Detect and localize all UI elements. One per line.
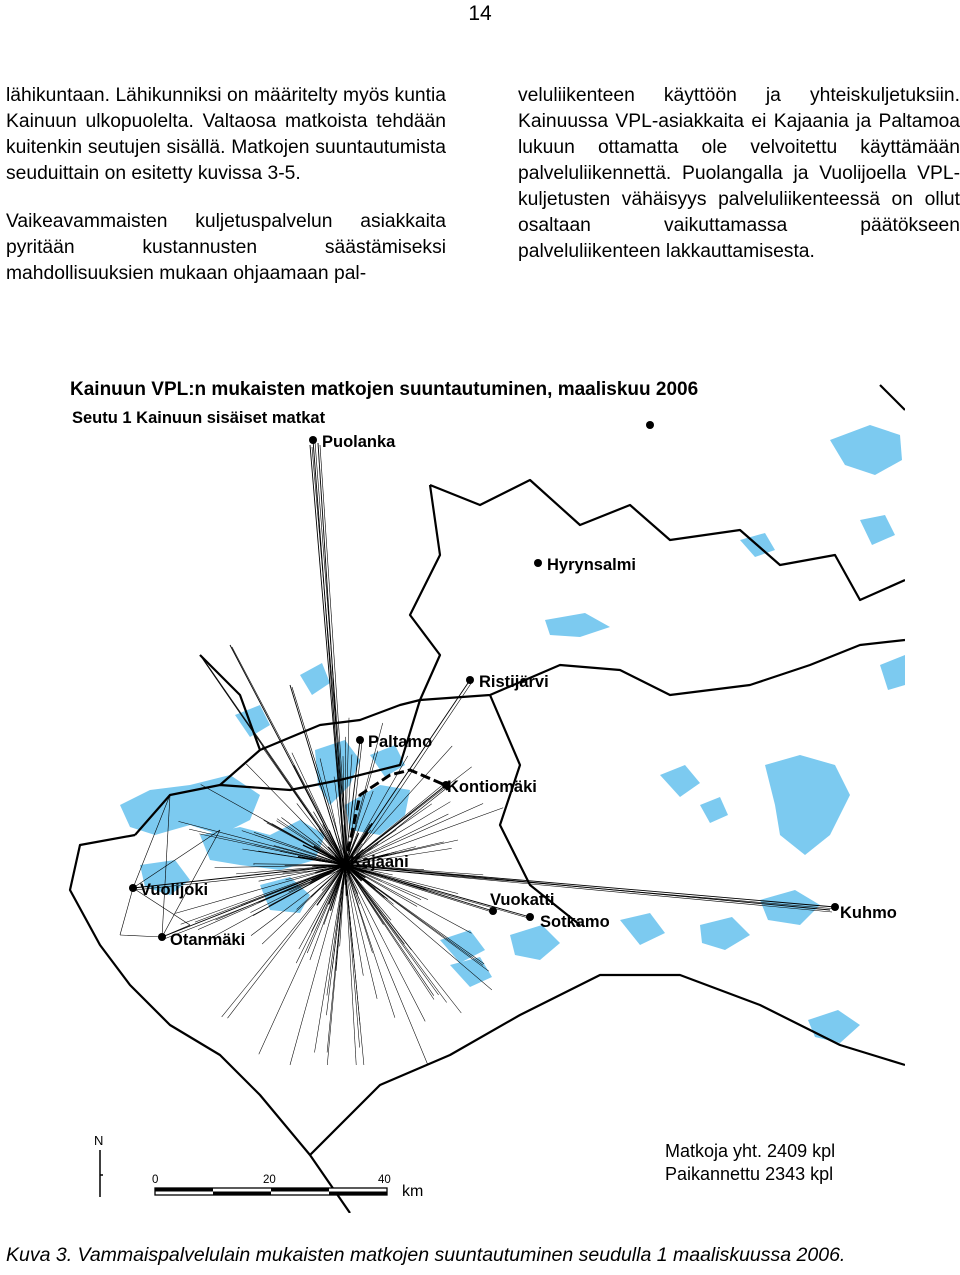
legend-located-trips: Paikannettu 2343 kpl bbox=[665, 1164, 834, 1184]
lake bbox=[660, 765, 700, 797]
place-dot-paltamo bbox=[356, 736, 364, 744]
north-arrow bbox=[94, 1133, 103, 1197]
map-svg bbox=[60, 365, 905, 1213]
place-dot-sotkamo bbox=[526, 913, 534, 921]
trip-line bbox=[345, 865, 425, 1021]
label-hyrynsalmi: Hyrynsalmi bbox=[547, 556, 636, 574]
figure-caption: Kuva 3. Vammaispalvelulain mukaisten matkojen suuntautuminen seudulla 1 maaliskuussa 2006. bbox=[6, 1244, 846, 1266]
label-puolanka: Puolanka bbox=[322, 433, 396, 451]
lake bbox=[700, 797, 728, 823]
place-dot-ristijarvi bbox=[466, 676, 474, 684]
lake bbox=[860, 515, 895, 545]
scale-tick-0: 0 bbox=[152, 1174, 159, 1186]
place-labels bbox=[140, 433, 897, 949]
place-dot-otanmaki bbox=[158, 933, 166, 941]
lake bbox=[620, 913, 665, 945]
label-vuokatti: Vuokatti bbox=[490, 891, 555, 909]
scale-unit: km bbox=[402, 1183, 424, 1200]
place-dot-vuolijoki bbox=[129, 884, 137, 892]
border-line bbox=[310, 975, 905, 1155]
lake bbox=[760, 890, 820, 925]
lake bbox=[880, 655, 905, 690]
map-subtitle: Seutu 1 Kainuun sisäiset matkat bbox=[72, 409, 326, 427]
place-dot-kuhmo bbox=[831, 903, 839, 911]
trip-line bbox=[348, 682, 472, 867]
border-line bbox=[880, 385, 905, 410]
left-paragraph-1: lähikuntaan. Lähikunniksi on määritelty myös kuntia Kainuun ulkopuolelta. Valtaosa matkoista tehdään kuitenkin seutujen sisällä. Matkojen suuntautumista seuduittain on esitetty kuvissa 3-5. bbox=[6, 85, 446, 184]
water-bodies bbox=[120, 425, 905, 1043]
lake bbox=[300, 663, 330, 695]
label-otanmaki: Otanmäki bbox=[170, 931, 246, 949]
legend-total-trips: Matkoja yht. 2409 kpl bbox=[665, 1141, 836, 1161]
border-line bbox=[70, 835, 350, 1213]
label-vuolijoki: Vuolijoki bbox=[140, 881, 209, 899]
scale-tick-20: 20 bbox=[263, 1174, 276, 1186]
trip-line bbox=[345, 865, 360, 1048]
place-dot-puolanka bbox=[309, 436, 317, 444]
label-paltamo: Paltamo bbox=[368, 733, 433, 751]
place-dot-unnamed bbox=[646, 421, 654, 429]
map-title: Kainuun VPL:n mukaisten matkojen suuntautuminen, maaliskuu 2006 bbox=[70, 379, 699, 400]
lake bbox=[765, 755, 850, 855]
lake bbox=[808, 1010, 860, 1043]
trip-line bbox=[120, 935, 162, 937]
right-paragraph-1: veluliikenteen käyttöön ja yhteiskuljetuksiin. Kainuussa VPL-asiakkaita ei Kajaania ja Paltamoa lukuun ottamatta ole velvoitettu käyttämään palveluliikennettä. Puolangalla ja Vuolijoella VPL-kuljetusten vähäisyys palveluliikenteessä on ollut osaltaan vaikuttamassa päätökseen palveluliikenteen lakkauttamisesta. bbox=[518, 85, 960, 262]
trip-direction-map bbox=[60, 365, 905, 1213]
trip-line bbox=[345, 865, 434, 996]
page-number: 14 bbox=[468, 2, 492, 25]
label-kuhmo: Kuhmo bbox=[840, 904, 897, 922]
place-dot-kajaani bbox=[340, 860, 350, 870]
left-text-column bbox=[6, 83, 446, 309]
scale-tick-40: 40 bbox=[378, 1174, 391, 1186]
trip-line bbox=[120, 888, 133, 935]
border-line bbox=[420, 640, 905, 700]
border-line bbox=[430, 480, 905, 600]
left-paragraph-2: Vaikeavammaisten kuljetuspalvelun asiakkaita pyritään kustannusten säästämiseksi mahdollisuuksien mukaan ohjaamaan pal- bbox=[6, 211, 446, 284]
label-ristijarvi: Ristijärvi bbox=[479, 673, 549, 691]
lake bbox=[700, 917, 750, 950]
scale-bar bbox=[152, 1174, 423, 1200]
place-dot-hyrynsalmi bbox=[534, 559, 542, 567]
lake bbox=[120, 775, 260, 835]
right-text-column bbox=[518, 83, 960, 287]
lake bbox=[545, 613, 610, 637]
border-line bbox=[410, 485, 440, 700]
label-kajaani: Kajaani bbox=[350, 853, 409, 871]
label-kontiomaki: Kontiomäki bbox=[447, 778, 537, 796]
label-sotkamo: Sotkamo bbox=[540, 913, 610, 931]
north-arrow-label: N bbox=[94, 1133, 104, 1148]
lake bbox=[830, 425, 902, 475]
